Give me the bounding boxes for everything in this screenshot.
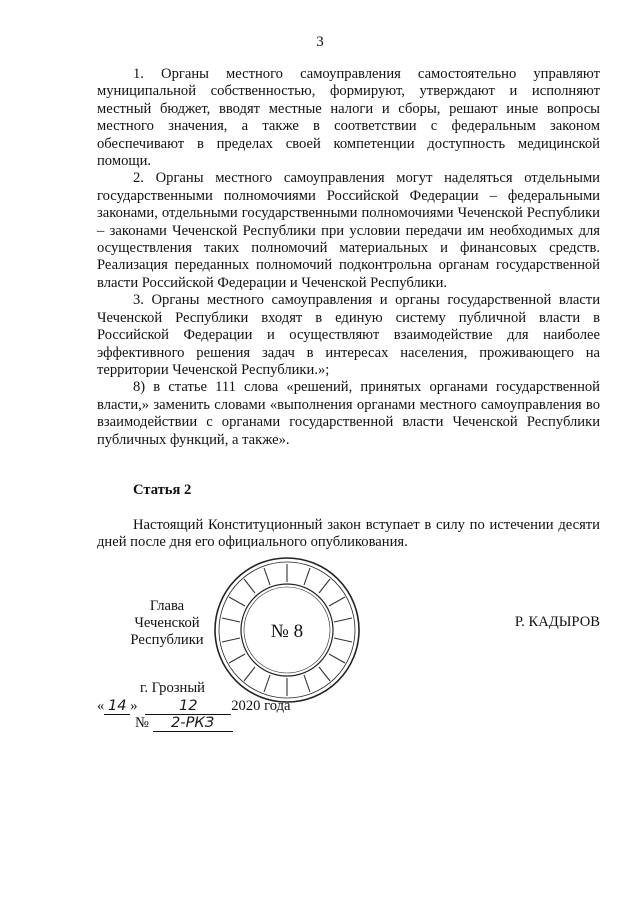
document-body	[97, 66, 600, 449]
date-month-handwritten: 12	[145, 697, 231, 715]
signatory-title-line1: Глава	[149, 598, 185, 614]
paragraph-amendment-8: 8) в статье 111 слова «решений, принятых органами государственной власти,» заменить словами «выполнения органами местного самоуправления во взаимодействии с органами государственной власти Чеченской Республики публичных функций, а также».	[97, 379, 600, 448]
paragraph-item-2: 2. Органы местного самоуправления могут наделяться отдельными государственными полномочиями Российской Федерации – федеральными законами, отдельными государственными полномочиями Чеченской Республики – законами Чеченской Республики при условии передачи им необходимых для осуществления таких полномочий материальных и финансовых средств. Реализация переданных полномочий подконтрольна органам государственной власти Российской Федерации и Чеченской Республики.	[97, 170, 600, 291]
signatory-title-line2: Чеченской Республики	[130, 615, 204, 648]
paragraph-item-3: 3. Органы местного самоуправления и органы государственной власти Чеченской Республики входят в единую систему публичной власти в Российской Федерации и осуществляют взаимодействие для наиболее эффективного решения задач в интересах населения, проживающего на территории Чеченской Республики.»;	[97, 292, 600, 378]
law-number-handwritten: 2-РКЗ	[153, 714, 233, 732]
page-number: 3	[316, 34, 324, 50]
date-day-handwritten: 14	[104, 697, 130, 715]
date-close-quote: »	[130, 698, 138, 714]
article-heading: Статья 2	[133, 482, 192, 498]
date-open-quote: «	[97, 698, 105, 714]
number-sign: №	[135, 715, 149, 731]
law-number-line	[135, 714, 233, 732]
stamp-number: № 8	[270, 621, 304, 642]
paragraph-item-1: 1. Органы местного самоуправления самостоятельно управляют муниципальной собственностью, формируют, утверждают и исполняют местный бюджет, вводят местные налоги и сборы, решают иные вопросы местного значения, а также в соответствии с федеральным законом обеспечивают в пределах своей компетенции доступность медицинской помощи.	[97, 66, 600, 170]
date-line	[97, 697, 291, 715]
article-paragraph: Настоящий Конституционный закон вступает в силу по истечении десяти дней после дня его официального опубликования.	[97, 517, 600, 551]
date-year: 2020 года	[231, 698, 291, 714]
article-text	[97, 517, 600, 552]
city-label: г. Грозный	[140, 680, 205, 696]
official-seal-stamp	[212, 555, 362, 705]
signatory-name: Р. КАДЫРОВ	[514, 614, 600, 630]
